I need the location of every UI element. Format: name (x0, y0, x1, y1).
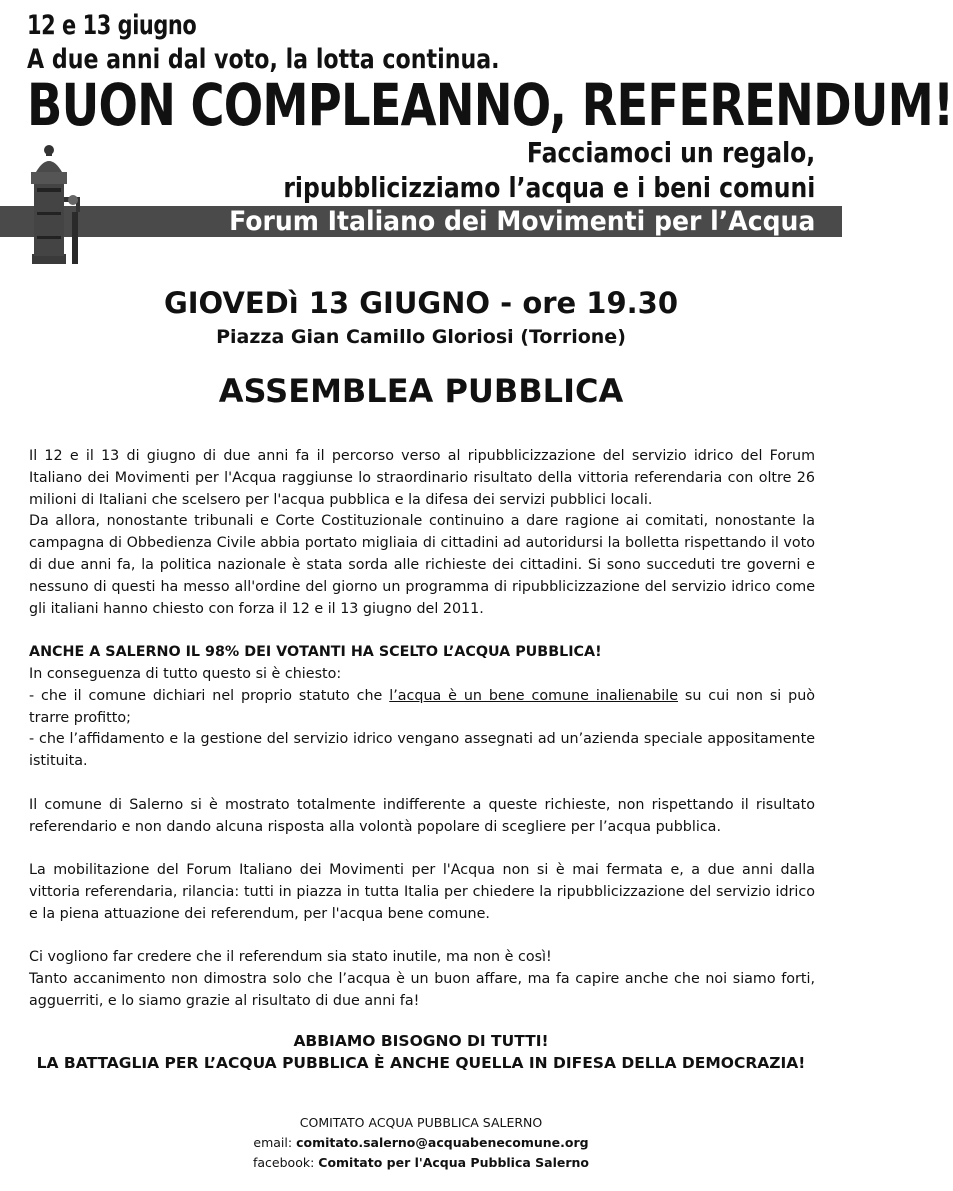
header (0, 0, 953, 270)
header-date: 12 e 13 giugno (27, 10, 197, 41)
paragraph-6: Ci vogliono far credere che il referendum sia stato inutile, ma non è così! (29, 949, 552, 966)
forum-name: Forum Italiano dei Movimenti per l’Acqua (228, 206, 815, 237)
closing-line-1: ABBIAMO BISOGNO DI TUTTI! (293, 1032, 549, 1050)
paragraph-1: Il 12 e il 13 di giugno di due anni fa il percorso verso al ripubblicizzazione del servizio idrico del Forum Italiano dei Movimenti per l'Acqua raggiunse lo straordinario risultato della vittoria referendaria con oltre 26 milioni di Italiani che scelsero per l'acqua pubblica e la difesa dei servizi pubblici locali. (29, 448, 815, 508)
bullet-1 (29, 686, 815, 730)
paragraph-4: Il comune di Salerno si è mostrato totalmente indifferente a queste richieste, non rispettando il risultato referendario e non dando alcuna risposta alla volontà popolare di scegliere per l’acqua pubblica. (29, 796, 815, 835)
footer-email-line (0, 1133, 842, 1153)
bullet-2: - che l’affidamento e la gestione del servizio idrico vengano assegnati ad un’azienda speciale appositamente istituita. (29, 731, 815, 770)
facebook-page[interactable]: Comitato per l'Acqua Pubblica Salerno (318, 1155, 590, 1170)
closing-message (0, 1030, 842, 1074)
email-label: email: (253, 1135, 297, 1150)
tagline-1: Facciamoci un regalo, (526, 136, 815, 169)
closing-line-2: LA BATTAGLIA PER L’ACQUA PUBBLICA È ANCHE QUELLA IN DIFESA DELLA DEMOCRAZIA! (36, 1054, 806, 1072)
paragraph-7: Tanto accanimento non dimostra solo che l’acqua è un buon affare, ma fa capire anche che noi siamo forti, agguerriti, e lo siamo grazie al risultato di due anni fa! (29, 971, 815, 1009)
water-fountain-icon (24, 142, 84, 264)
email-address[interactable]: comitato.salerno@acquabenecomune.org (296, 1135, 589, 1150)
facebook-label: facebook: (252, 1155, 319, 1170)
section-subhead: ANCHE A SALERNO IL 98% DEI VOTANTI HA SCELTO L’ACQUA PUBBLICA! (29, 644, 602, 661)
bullet-1-tail: su cui non si può trarre profitto; (29, 687, 816, 726)
paragraph-5: La mobilitazione del Forum Italiano dei Movimenti per l'Acqua non si è mai fermata e, a due anni dalla vittoria referendaria, rilancia: tutti in piazza in tutta Italia per chiedere la ripubblicizzazione del servizio idrico e la piena attuazione dei referendum, per l'acqua bene comune. (29, 862, 815, 922)
footer-org: COMITATO ACQUA PUBBLICA SALERNO (299, 1115, 543, 1130)
tagline-2: ripubblicizziamo l’acqua e i beni comuni (283, 171, 815, 204)
event-title: ASSEMBLEA PUBBLICA (218, 372, 624, 410)
footer-facebook-line (0, 1153, 842, 1173)
bullet-1-underlined: l’acqua è un bene comune inalienabile (389, 687, 678, 704)
paragraph-3: In conseguenza di tutto questo si è chiesto: (29, 665, 342, 682)
event-place: Piazza Gian Camillo Gloriosi (Torrione) (216, 326, 626, 348)
paragraph-2: Da allora, nonostante tribunali e Corte Costituzionale continuino a dare ragione ai comitati, nonostante la campagna di Obbedienza Civile abbia portato migliaia di cittadini ad autoridursi la bolletta rispettando il voto di due anni fa, la politica nazionale è stata sorda alle richieste dei cittadini. Si sono succeduti tre governi e nessuno di questi ha messo all'ordine del giorno un programma di ripubblicizzazione del servizio idrico come gli italiani hanno chiesto con forza il 12 e il 13 giugno del 2011. (29, 513, 815, 617)
bullet-1-text: - che il comune dichiari nel proprio statuto che (29, 687, 390, 704)
header-subtitle: A due anni dal voto, la lotta continua. (27, 44, 500, 75)
event-date-time: GIOVEDì 13 GIUGNO - ore 19.30 (163, 286, 679, 320)
body-text (29, 446, 815, 1013)
footer (0, 1113, 842, 1173)
headline: BUON COMPLEANNO, REFERENDUM! (27, 71, 953, 139)
